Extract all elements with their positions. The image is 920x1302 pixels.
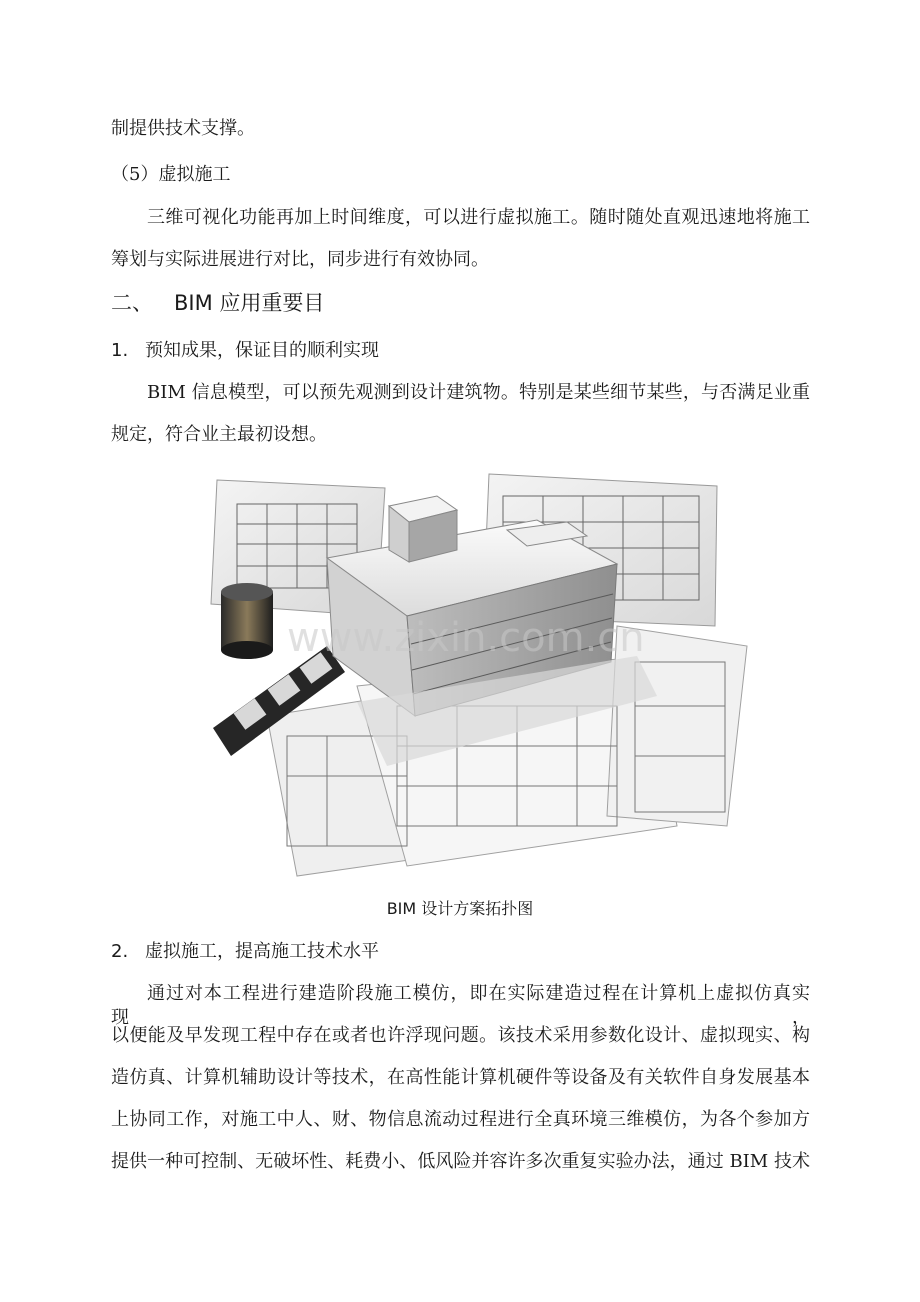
database-cylinder — [221, 583, 273, 659]
figure-watermark: www.zixin.com.cn — [287, 615, 645, 661]
bim-topology-figure — [207, 466, 749, 878]
item-1-number: 1. — [111, 340, 129, 361]
paragraph-tail: 制提供技术支撑。 — [111, 118, 255, 139]
figure-caption: BIM 设计方案拓扑图 — [386, 899, 534, 918]
paragraph-item2-line-2: 以便能及早发现工程中存在或者也许浮现问题。该技术采用参数化设计、虚拟现实、构 — [111, 1025, 810, 1046]
paragraph-virtual-line-1: 三维可视化功能再加上时间维度，可以进行虚拟施工。随时随处直观迅速地将施工 — [147, 207, 810, 228]
subheading-virtual-construction: （5）虚拟施工 — [111, 164, 231, 185]
section-title: BIM 应用重要目 — [174, 291, 325, 315]
section-number: 二、 — [111, 291, 153, 315]
paragraph-item2-line-4: 上协同工作，对施工中人、财、物信息流动过程进行全真环境三维模仿，为各个参加方 — [111, 1109, 810, 1130]
paragraph-item2-line-3: 造仿真、计算机辅助设计等技术，在高性能计算机硬件等设备及有关软件自身发展基本 — [111, 1067, 810, 1088]
paragraph-item1-line-1: BIM 信息模型，可以预先观测到设计建筑物。特别是某些细节某些，与否满足业重 — [147, 382, 810, 403]
paragraph-item2-line-5: 提供一种可控制、无破坏性、耗费小、低风险并容许多次重复实验办法，通过 BIM 技术 — [111, 1151, 810, 1172]
item-2-title: 虚拟施工，提高施工技术水平 — [145, 941, 379, 962]
paragraph-item2-line-1: 通过对本工程进行建造阶段施工模仿，即在实际建造过程在计算机上虚拟仿真实现， — [111, 983, 810, 1028]
paragraph-virtual-line-2: 筹划与实际进展进行对比，同步进行有效协同。 — [111, 249, 489, 270]
item-2-number: 2. — [111, 941, 129, 962]
item-1-title: 预知成果，保证目的顺利实现 — [145, 340, 379, 361]
paragraph-item1-line-2: 规定，符合业主最初设想。 — [111, 424, 327, 445]
